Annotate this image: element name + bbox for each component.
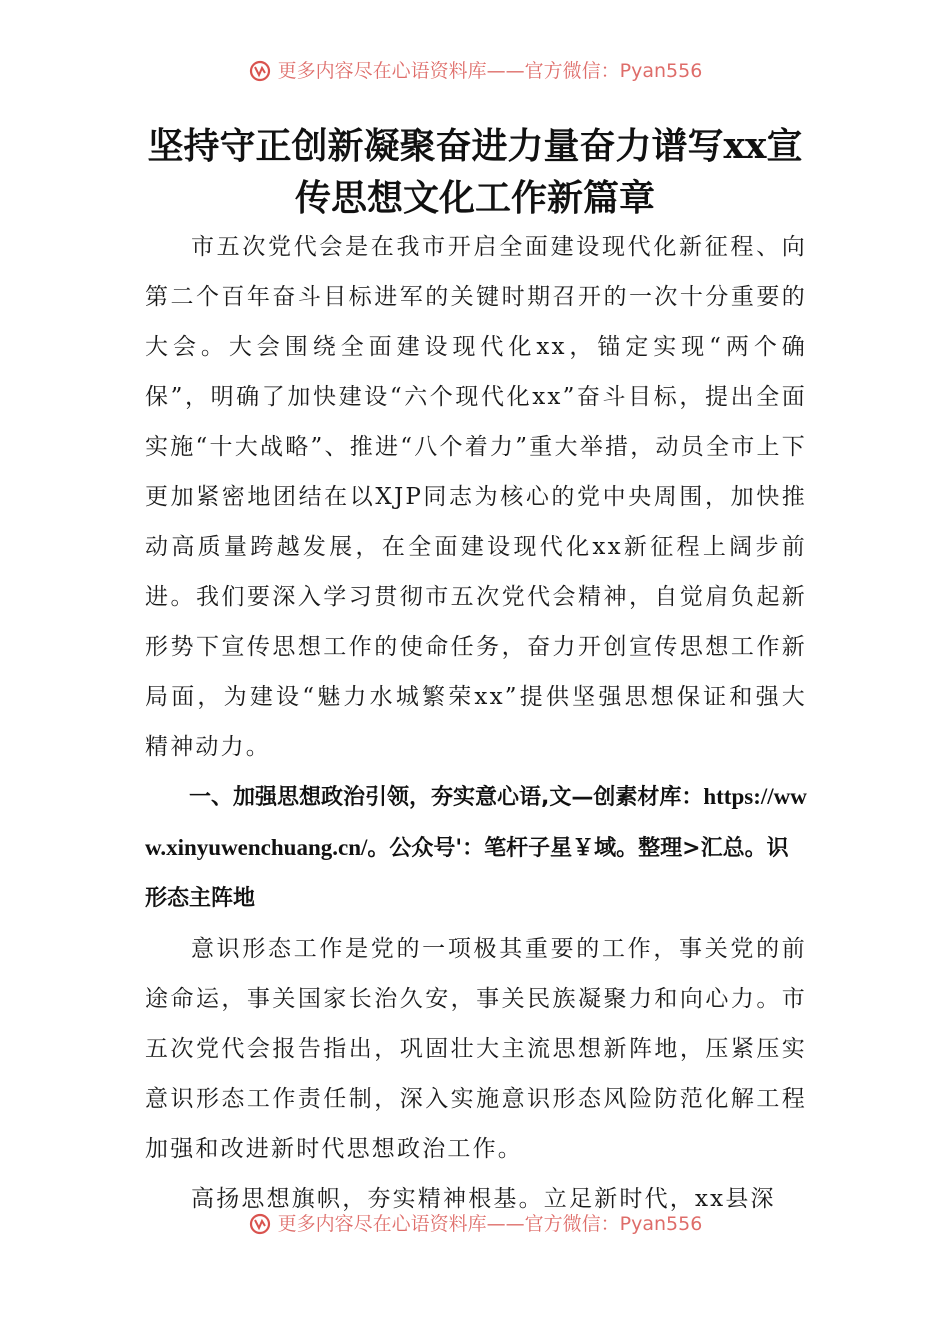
- watermark-text: 更多内容尽在心语资料库——官方微信：Pyan556: [277, 60, 703, 82]
- section-heading-1-url: https://www.xinyuwenchuang.cn/: [145, 784, 807, 860]
- paragraph-intro: 市五次党代会是在我市开启全面建设现代化新征程、向第二个百年奋斗目标进军的关键时期召开的一次十分重要的大会。大会围绕全面建设现代化xx，锚定实现“两个确保”，明确了加快建设“六个现代化xx”奋斗目标，提出全面实施“十大战略”、推进“八个着力”重大举措，动员全市上下更加紧密地团结在以XJP同志为核心的党中央周围，加快推动高质量跨越发展，在全面建设现代化xx新征程上阔步前进。我们要深入学习贯彻市五次党代会精神，自觉肩负起新形势下宣传思想工作的使命任务，奋力开创宣传思想工作新局面，为建设“魅力水城繁荣xx”提供坚强思想保证和强大精神动力。: [145, 234, 807, 760]
- paragraph-banner: 高扬思想旗帜，夯实精神根基。立足新时代，xx县深: [191, 1186, 776, 1212]
- watermark-top: [0, 58, 950, 84]
- watermark-text: 更多内容尽在心语资料库——官方微信：Pyan556: [277, 1213, 703, 1235]
- watermark-bottom: [0, 1211, 950, 1237]
- page-title: 坚持守正创新凝聚奋进力量奋力谱写xx宣传思想文化工作新篇章: [147, 125, 803, 219]
- brand-logo-icon: [248, 59, 272, 83]
- paragraph-ideology: 意识形态工作是党的一项极其重要的工作，事关党的前途命运，事关国家长治久安，事关民族凝聚力和向心力。市五次党代会报告指出，巩固壮大主流思想新阵地，压紧压实意识形态工作责任制，深入实施意识形态风险防范化解工程加强和改进新时代思想政治工作。: [145, 936, 807, 1162]
- section-heading-1: [145, 772, 807, 924]
- section-heading-1-text-b: 。公众号'：笔杆子星￥域。整理>汇总。识形态主阵地: [145, 836, 789, 911]
- brand-logo-icon: [248, 1212, 272, 1236]
- section-heading-1-text-a: 一、加强思想政治引领，夯实意心语,文—创素材库：: [189, 785, 704, 810]
- document-body: [145, 222, 807, 1224]
